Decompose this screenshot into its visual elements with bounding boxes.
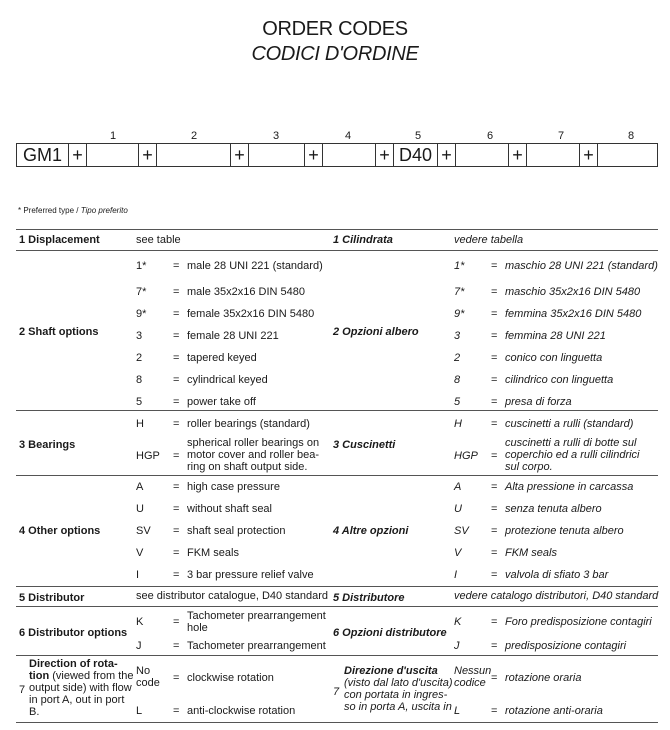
code-position-5: 5 <box>414 130 422 142</box>
code-position-6: 6 <box>486 130 494 142</box>
distributor-option-desc: Tachometer prearrangement hole <box>187 610 326 634</box>
option-desc-it: FKM seals <box>505 547 557 559</box>
code-cell-8 <box>598 144 651 166</box>
code-cell-7 <box>527 144 580 166</box>
code-plus: + <box>438 144 456 166</box>
shaft-code: 9* <box>136 308 147 320</box>
code-position-1: 1 <box>109 130 117 142</box>
shaft-code: 2 <box>136 352 143 364</box>
table-divider <box>16 606 658 607</box>
shaft-desc-it: conico con linguetta <box>505 352 603 364</box>
shaft-code: 5 <box>136 396 143 408</box>
equals-sign: = <box>173 640 180 652</box>
section-7-number: 7 <box>19 684 26 696</box>
shaft-desc: male 28 UNI 221 (standard) <box>187 260 323 272</box>
shaft-desc-it: cilindrico con linguetta <box>505 374 614 386</box>
option-code: U <box>136 503 144 515</box>
section-5-value: see distributor catalogue, D40 standard <box>136 590 329 602</box>
option-desc-it: senza tenuta albero <box>505 503 602 515</box>
shaft-desc-it: femmina 28 UNI 221 <box>505 330 606 342</box>
distributor-option-code: K <box>136 616 144 628</box>
bearing-desc: roller bearings (standard) <box>187 418 310 430</box>
preferred-type-note: * Preferred type / Tipo preferito <box>18 206 128 215</box>
code-prefix-cell: GM1 <box>17 144 69 166</box>
option-desc: shaft seal protection <box>187 525 286 537</box>
option-desc-it: valvola di sfiato 3 bar <box>505 569 609 581</box>
code-cell-4 <box>323 144 376 166</box>
shaft-code-it: 9* <box>454 308 465 320</box>
order-code-row <box>16 143 658 167</box>
shaft-code: 7* <box>136 286 147 298</box>
section-1-label-it: 1 Cilindrata <box>333 234 393 246</box>
shaft-desc-it: maschio 28 UNI 221 (standard) <box>505 260 658 272</box>
equals-sign: = <box>173 260 180 272</box>
code-plus: + <box>231 144 249 166</box>
code-position-2: 2 <box>190 130 198 142</box>
option-code-it: U <box>454 503 462 515</box>
rotation-desc-it: rotazione anti-oraria <box>505 705 603 717</box>
option-desc-it: protezione tenuta albero <box>505 525 624 537</box>
section-1-label: 1 Displacement <box>19 234 100 246</box>
distributor-option-desc-it: Foro predisposizione contagiri <box>505 616 652 628</box>
equals-sign: = <box>491 450 498 462</box>
equals-sign: = <box>173 418 180 430</box>
equals-sign: = <box>491 569 498 581</box>
section-5-label-it: 5 Distributore <box>333 592 405 604</box>
bearing-code: HGP <box>136 450 160 462</box>
section-6-label-it: 6 Opzioni distributore <box>333 627 447 639</box>
equals-sign: = <box>173 396 180 408</box>
bearing-desc-it: cuscinetti a rulli (standard) <box>505 418 634 430</box>
rotation-code: No code <box>136 665 160 689</box>
option-code-it: V <box>454 547 462 559</box>
shaft-desc: tapered keyed <box>187 352 257 364</box>
equals-sign: = <box>491 352 498 364</box>
option-desc: 3 bar pressure relief valve <box>187 569 314 581</box>
distributor-option-desc: Tachometer prearrangement <box>187 640 326 652</box>
rotation-desc: anti-clockwise rotation <box>187 705 296 717</box>
shaft-code-it: 7* <box>454 286 465 298</box>
code-plus: + <box>580 144 598 166</box>
equals-sign: = <box>491 286 498 298</box>
section-2-label: 2 Shaft options <box>19 326 99 338</box>
table-divider <box>16 250 658 251</box>
shaft-desc: female 35x2x16 DIN 5480 <box>187 308 315 320</box>
option-code-it: A <box>454 481 462 493</box>
code-plus: + <box>139 144 157 166</box>
option-code-it: SV <box>454 525 469 537</box>
section-1-value: see table <box>136 234 181 246</box>
section-2-label-it: 2 Opzioni albero <box>333 326 419 338</box>
section-4-label: 4 Other options <box>19 525 101 537</box>
bearing-code-it: HGP <box>454 450 478 462</box>
section-7-number-it: 7 <box>333 686 340 698</box>
bearing-code: H <box>136 418 144 430</box>
equals-sign: = <box>173 705 180 717</box>
equals-sign: = <box>491 418 498 430</box>
option-desc-it: Alta pressione in carcassa <box>505 481 634 493</box>
equals-sign: = <box>173 525 180 537</box>
equals-sign: = <box>173 450 180 462</box>
equals-sign: = <box>491 396 498 408</box>
distributor-option-code-it: J <box>454 640 460 652</box>
shaft-code-it: 5 <box>454 396 461 408</box>
equals-sign: = <box>491 640 498 652</box>
shaft-desc-it: femmina 35x2x16 DIN 5480 <box>505 308 642 320</box>
option-code: A <box>136 481 144 493</box>
equals-sign: = <box>491 308 498 320</box>
equals-sign: = <box>491 547 498 559</box>
code-position-7: 7 <box>557 130 565 142</box>
equals-sign: = <box>173 330 180 342</box>
equals-sign: = <box>491 374 498 386</box>
option-code: V <box>136 547 144 559</box>
code-plus: + <box>69 144 87 166</box>
page-subtitle: CODICI D'ORDINE <box>251 43 419 65</box>
code-position-8: 8 <box>627 130 635 142</box>
equals-sign: = <box>491 672 498 684</box>
rotation-desc-it: rotazione oraria <box>505 672 582 684</box>
bearing-desc-it: cuscinetti a rulli di botte sul coperchio ed a rulli cilindrici sul corpo. <box>505 437 640 473</box>
shaft-desc: power take off <box>187 396 256 408</box>
equals-sign: = <box>173 308 180 320</box>
equals-sign: = <box>173 352 180 364</box>
section-6-label: 6 Distributor options <box>19 627 128 639</box>
option-code-it: I <box>454 569 458 581</box>
section-7-label-it: Direzione d'uscita (visto dal lato d'uscita) con portata in ingres-so in porta A, uscita in <box>344 665 453 713</box>
equals-sign: = <box>491 705 498 717</box>
option-desc: high case pressure <box>187 481 280 493</box>
section-3-label-it: 3 Cuscinetti <box>333 439 396 451</box>
equals-sign: = <box>173 672 180 684</box>
shaft-code-it: 3 <box>454 330 461 342</box>
shaft-desc: cylindrical keyed <box>187 374 268 386</box>
table-divider <box>16 229 658 230</box>
code-cell-3 <box>249 144 305 166</box>
option-desc: FKM seals <box>187 547 239 559</box>
code-cell-6 <box>456 144 509 166</box>
shaft-code-it: 1* <box>454 260 465 272</box>
option-desc: without shaft seal <box>187 503 272 515</box>
rotation-desc: clockwise rotation <box>187 672 274 684</box>
code-cell-5-distributor: D40 <box>394 144 438 166</box>
equals-sign: = <box>173 503 180 515</box>
code-position-4: 4 <box>344 130 352 142</box>
section-5-label: 5 Distributor <box>19 592 85 604</box>
shaft-code-it: 2 <box>454 352 461 364</box>
bearing-code-it: H <box>454 418 462 430</box>
rotation-code-it: Nessun codice <box>454 665 492 689</box>
equals-sign: = <box>173 616 180 628</box>
shaft-desc-it: maschio 35x2x16 DIN 5480 <box>505 286 641 298</box>
distributor-option-code: J <box>136 640 142 652</box>
shaft-code-it: 8 <box>454 374 461 386</box>
shaft-desc: male 35x2x16 DIN 5480 <box>187 286 306 298</box>
shaft-desc-it: presa di forza <box>505 396 572 408</box>
shaft-desc: female 28 UNI 221 <box>187 330 279 342</box>
equals-sign: = <box>491 503 498 515</box>
table-divider <box>16 655 658 656</box>
shaft-code: 1* <box>136 260 147 272</box>
section-3-label: 3 Bearings <box>19 439 76 451</box>
distributor-option-code-it: K <box>454 616 462 628</box>
equals-sign: = <box>491 616 498 628</box>
option-code: SV <box>136 525 151 537</box>
option-code: I <box>136 569 140 581</box>
section-1-value-it: vedere tabella <box>454 234 524 246</box>
rotation-code-it: L <box>454 705 461 717</box>
equals-sign: = <box>173 547 180 559</box>
section-4-label-it: 4 Altre opzioni <box>333 525 409 537</box>
code-plus: + <box>509 144 527 166</box>
equals-sign: = <box>173 374 180 386</box>
rotation-code: L <box>136 705 143 717</box>
code-cell-2 <box>157 144 231 166</box>
table-divider <box>16 586 658 587</box>
page-title: ORDER CODES <box>262 18 408 40</box>
code-position-3: 3 <box>272 130 280 142</box>
equals-sign: = <box>491 260 498 272</box>
section-7-label: Direction of rota-tion (viewed from the output side) with flow in port A, out in port B. <box>29 658 134 718</box>
table-divider <box>16 722 658 723</box>
table-divider <box>16 475 658 476</box>
distributor-option-desc-it: predisposizione contagiri <box>505 640 627 652</box>
equals-sign: = <box>173 569 180 581</box>
section-5-value-it: vedere catalogo distributori, D40 standard <box>454 590 659 602</box>
table-divider <box>16 410 658 411</box>
code-plus: + <box>305 144 323 166</box>
code-cell-1 <box>87 144 139 166</box>
shaft-code: 8 <box>136 374 143 386</box>
bearing-desc: spherical roller bearings on motor cover and roller bea-ring on shaft output side. <box>187 437 320 473</box>
equals-sign: = <box>173 286 180 298</box>
shaft-code: 3 <box>136 330 143 342</box>
code-plus: + <box>376 144 394 166</box>
equals-sign: = <box>491 330 498 342</box>
equals-sign: = <box>173 481 180 493</box>
equals-sign: = <box>491 525 498 537</box>
equals-sign: = <box>491 481 498 493</box>
